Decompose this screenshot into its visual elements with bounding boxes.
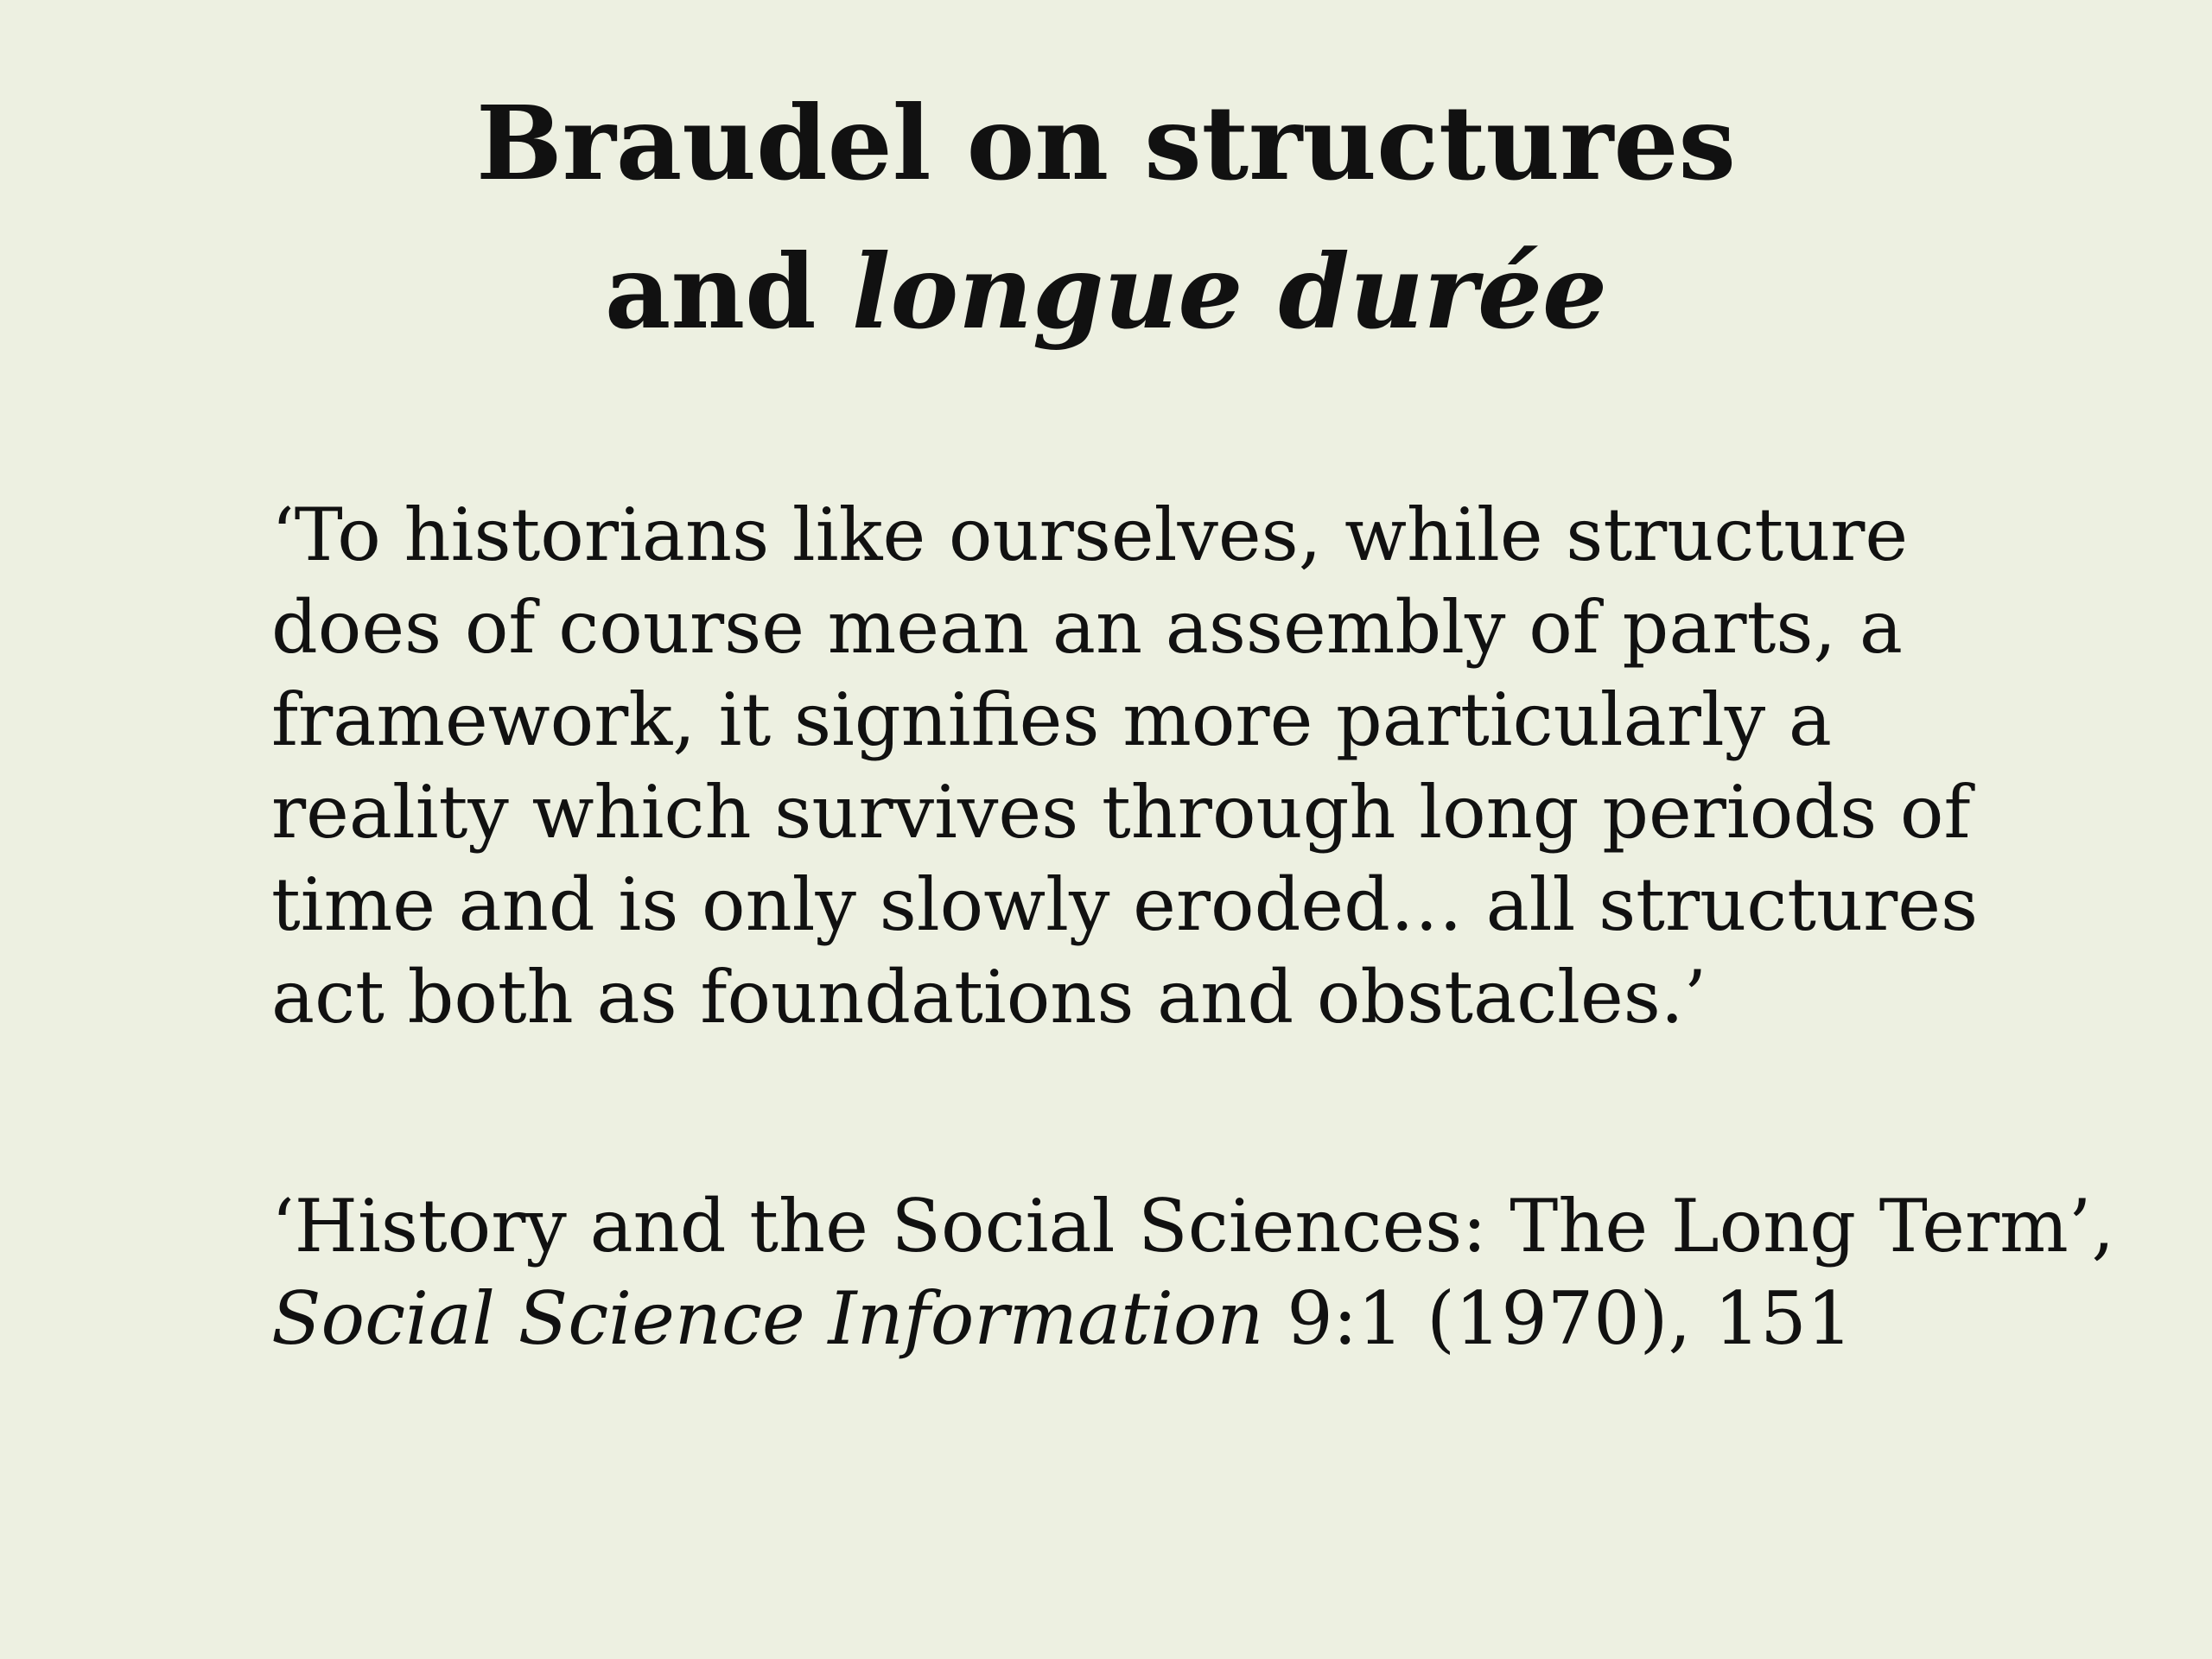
citation-details: 9:1 (1970), 151: [1263, 1276, 1853, 1361]
title-line-2-plain: and: [604, 232, 852, 352]
title-line-2: [0, 218, 2212, 366]
quote-line: does of course mean an assembly of parts, a: [271, 585, 1903, 670]
title-line-2-italic: longue durée: [851, 232, 1608, 352]
citation-block: [271, 1180, 2172, 1365]
quote-line: time and is only slowly eroded… all structures: [271, 862, 1979, 947]
title-line-1: Braudel on structures: [476, 83, 1736, 203]
quote-line: reality which survives through long periods of: [271, 770, 1971, 855]
quote-line: act both as foundations and obstacles.’: [271, 955, 1707, 1039]
citation-article-title: ‘History and the Social Sciences: The Long Term’,: [271, 1184, 2115, 1268]
quote-line: framework, it signifies more particularly a: [271, 677, 1832, 762]
citation-source: [271, 1273, 2172, 1365]
quote-line: ‘To historians like ourselves, while structure: [271, 493, 1909, 577]
slide-title: [0, 69, 2212, 366]
quote-block: [271, 489, 2129, 1044]
citation-journal: Social Science Information: [271, 1276, 1264, 1361]
